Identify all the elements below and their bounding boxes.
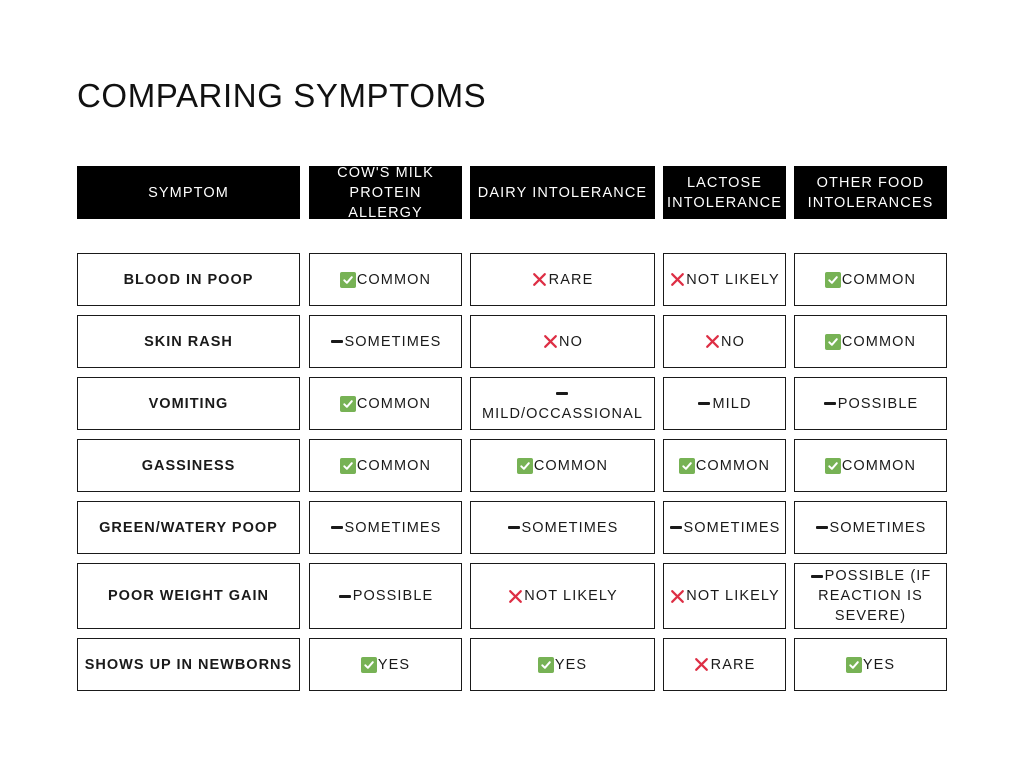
cell-value: SOMETIMES bbox=[683, 519, 781, 536]
table-cell-green-watery-poop-other-food-intolerances bbox=[794, 501, 947, 554]
check-mark-icon bbox=[361, 657, 377, 673]
cross-mark-icon bbox=[532, 272, 548, 288]
row-label-vomiting: VOMITING bbox=[77, 377, 300, 430]
check-mark-icon bbox=[340, 396, 356, 412]
dash-icon bbox=[555, 386, 569, 402]
table-cell-green-watery-poop-dairy-intolerance bbox=[470, 501, 655, 554]
cell-value: SOMETIMES bbox=[829, 519, 927, 536]
cell-content bbox=[669, 518, 781, 538]
table-cell-green-watery-poop-lactose-intolerance bbox=[663, 501, 786, 554]
table-cell-shows-up-in-newborns-dairy-intolerance bbox=[470, 638, 655, 691]
cell-value: COMMON bbox=[841, 271, 917, 288]
cell-value: SOMETIMES bbox=[344, 519, 442, 536]
check-mark-icon bbox=[825, 272, 841, 288]
cell-value: NOT LIKELY bbox=[524, 588, 618, 604]
cell-content bbox=[475, 384, 650, 424]
table-cell-shows-up-in-newborns-other-food-intolerances bbox=[794, 638, 947, 691]
cell-value: POSSIBLE bbox=[352, 588, 434, 604]
cell-content bbox=[697, 394, 751, 414]
dash-icon bbox=[338, 588, 352, 604]
cross-mark-icon bbox=[704, 334, 720, 350]
cell-content bbox=[679, 456, 770, 476]
cell-value: YES bbox=[554, 656, 588, 673]
cell-value: NO bbox=[559, 333, 583, 350]
cell-content bbox=[330, 332, 442, 352]
dash-icon bbox=[697, 396, 711, 412]
cell-value: RARE bbox=[710, 656, 756, 673]
row-label-poor-weight-gain: POOR WEIGHT GAIN bbox=[77, 563, 300, 629]
cell-value: COMMON bbox=[841, 457, 917, 474]
cross-mark-icon bbox=[542, 334, 558, 350]
cell-value: NOT LIKELY bbox=[686, 588, 780, 604]
cell-content bbox=[330, 518, 442, 538]
column-header-dairy-intolerance: DAIRY INTOLERANCE bbox=[470, 166, 655, 219]
cross-mark-icon bbox=[694, 657, 710, 673]
cell-content bbox=[704, 332, 745, 352]
check-mark-icon bbox=[340, 458, 356, 474]
cell-value: POSSIBLE (IF REACTION IS SEVERE) bbox=[818, 568, 932, 624]
cell-content bbox=[669, 270, 779, 290]
table-cell-blood-in-poop-lactose-intolerance bbox=[663, 253, 786, 306]
table-cell-vomiting-lactose-intolerance bbox=[663, 377, 786, 430]
table-cell-poor-weight-gain-other-food-intolerances bbox=[794, 563, 947, 629]
cell-content bbox=[532, 270, 594, 290]
table-cell-blood-in-poop-dairy-intolerance bbox=[470, 253, 655, 306]
cell-value: COMMON bbox=[356, 395, 432, 412]
cross-mark-icon bbox=[507, 588, 523, 604]
cell-value: SOMETIMES bbox=[521, 519, 619, 536]
cell-value: YES bbox=[862, 656, 896, 673]
cell-value: COMMON bbox=[356, 457, 432, 474]
cell-content bbox=[825, 456, 916, 476]
table-cell-gassiness-dairy-intolerance bbox=[470, 439, 655, 492]
column-header-symptom: SYMPTOM bbox=[77, 166, 300, 219]
cell-value: MILD bbox=[712, 395, 752, 412]
table-cell-vomiting-dairy-intolerance bbox=[470, 377, 655, 430]
table-cell-skin-rash-dairy-intolerance bbox=[470, 315, 655, 368]
dash-icon bbox=[330, 520, 344, 536]
table-cell-green-watery-poop-cows-milk-protein-allergy bbox=[309, 501, 462, 554]
cell-content bbox=[825, 332, 916, 352]
table-cell-shows-up-in-newborns-lactose-intolerance bbox=[663, 638, 786, 691]
cell-value: RARE bbox=[548, 271, 594, 288]
check-mark-icon bbox=[340, 272, 356, 288]
check-mark-icon bbox=[825, 458, 841, 474]
row-label-skin-rash: SKIN RASH bbox=[77, 315, 300, 368]
cell-content bbox=[846, 655, 895, 675]
cell-content bbox=[340, 270, 431, 290]
cell-value: NOT LIKELY bbox=[686, 271, 780, 288]
row-label-green-watery-poop: GREEN/WATERY POOP bbox=[77, 501, 300, 554]
dash-icon bbox=[810, 568, 824, 584]
cell-content bbox=[815, 518, 927, 538]
cell-content bbox=[340, 456, 431, 476]
column-header-other-food-intolerances: OTHER FOOD INTOLERANCES bbox=[794, 166, 947, 219]
cell-value: NO bbox=[721, 333, 745, 350]
dash-icon bbox=[669, 520, 683, 536]
table-cell-shows-up-in-newborns-cows-milk-protein-allergy bbox=[309, 638, 462, 691]
cell-content bbox=[507, 518, 619, 538]
cross-mark-icon bbox=[669, 588, 685, 604]
cell-content bbox=[669, 586, 779, 606]
table-cell-gassiness-other-food-intolerances bbox=[794, 439, 947, 492]
cell-content bbox=[542, 332, 583, 352]
cell-value: MILD/OCCASSIONAL bbox=[481, 405, 644, 422]
cell-content bbox=[694, 655, 756, 675]
column-header-cows-milk-protein-allergy: COW'S MILK PROTEIN ALLERGY bbox=[309, 166, 462, 219]
table-cell-blood-in-poop-cows-milk-protein-allergy bbox=[309, 253, 462, 306]
check-mark-icon bbox=[846, 657, 862, 673]
table-cell-skin-rash-cows-milk-protein-allergy bbox=[309, 315, 462, 368]
table-cell-vomiting-cows-milk-protein-allergy bbox=[309, 377, 462, 430]
cross-mark-icon bbox=[669, 272, 685, 288]
check-mark-icon bbox=[538, 657, 554, 673]
cell-content bbox=[338, 586, 434, 606]
cell-value: POSSIBLE bbox=[837, 395, 919, 412]
table-cell-gassiness-cows-milk-protein-allergy bbox=[309, 439, 462, 492]
dash-icon bbox=[823, 396, 837, 412]
cell-value: COMMON bbox=[841, 333, 917, 350]
cell-value: SOMETIMES bbox=[344, 333, 442, 350]
check-mark-icon bbox=[825, 334, 841, 350]
table-cell-poor-weight-gain-dairy-intolerance bbox=[470, 563, 655, 629]
row-label-blood-in-poop: BLOOD IN POOP bbox=[77, 253, 300, 306]
cell-content bbox=[517, 456, 608, 476]
cell-content bbox=[340, 394, 431, 414]
column-header-lactose-intolerance: LACTOSE INTOLERANCE bbox=[663, 166, 786, 219]
dash-icon bbox=[507, 520, 521, 536]
cell-content bbox=[538, 655, 587, 675]
cell-value: COMMON bbox=[356, 271, 432, 288]
cell-value: YES bbox=[377, 656, 411, 673]
dash-icon bbox=[815, 520, 829, 536]
cell-value: COMMON bbox=[695, 457, 771, 474]
table-cell-poor-weight-gain-cows-milk-protein-allergy bbox=[309, 563, 462, 629]
row-label-gassiness: GASSINESS bbox=[77, 439, 300, 492]
cell-content bbox=[823, 394, 919, 414]
cell-content bbox=[361, 655, 410, 675]
cell-content bbox=[507, 586, 617, 606]
table-cell-blood-in-poop-other-food-intolerances bbox=[794, 253, 947, 306]
check-mark-icon bbox=[679, 458, 695, 474]
table-cell-poor-weight-gain-lactose-intolerance bbox=[663, 563, 786, 629]
cell-content bbox=[799, 566, 942, 626]
table-cell-gassiness-lactose-intolerance bbox=[663, 439, 786, 492]
cell-content bbox=[825, 270, 916, 290]
table-cell-vomiting-other-food-intolerances bbox=[794, 377, 947, 430]
table-cell-skin-rash-lactose-intolerance bbox=[663, 315, 786, 368]
table-cell-skin-rash-other-food-intolerances bbox=[794, 315, 947, 368]
dash-icon bbox=[330, 334, 344, 350]
row-label-shows-up-in-newborns: SHOWS UP IN NEWBORNS bbox=[77, 638, 300, 691]
page-title: COMPARING SYMPTOMS bbox=[77, 77, 487, 114]
check-mark-icon bbox=[517, 458, 533, 474]
cell-value: COMMON bbox=[533, 457, 609, 474]
